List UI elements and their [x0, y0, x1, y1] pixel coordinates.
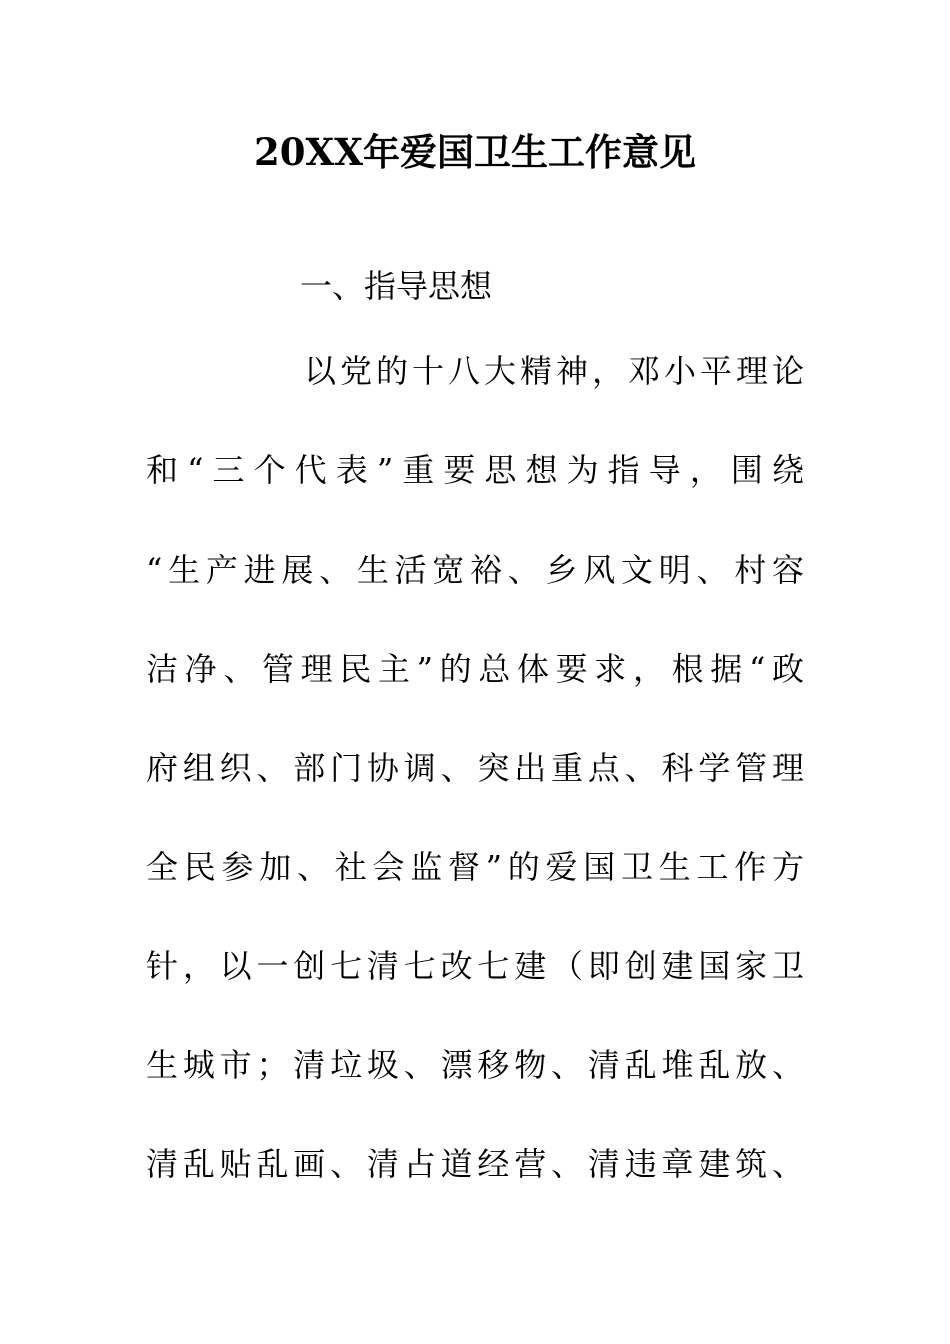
- paragraph-line: 全民参加、社会监督”的爱国卫生工作方: [146, 848, 804, 886]
- document-title: 20XX年爱国卫生工作意见: [254, 130, 696, 174]
- paragraph-line: 和“三个代表”重要思想为指导，围绕: [146, 451, 804, 489]
- paragraph-line: 生城市；清垃圾、漂移物、清乱堆乱放、: [146, 1046, 804, 1084]
- paragraph-line: 洁净、管理民主”的总体要求，根据“政: [146, 650, 804, 688]
- paragraph-line: 清乱贴乱画、清占道经营、清违章建筑、: [146, 1145, 804, 1183]
- paragraph-line: 针，以一创七清七改七建（即创建国家卫: [146, 947, 804, 985]
- section-heading: 一、指导思想: [300, 267, 493, 305]
- paragraph-line: 府组织、部门协调、突出重点、科学管理: [146, 749, 804, 787]
- paragraph-line: 以党的十八大精神，邓小平理论: [304, 352, 804, 390]
- paragraph-line: “生产进展、生活宽裕、乡风文明、村容: [146, 551, 804, 589]
